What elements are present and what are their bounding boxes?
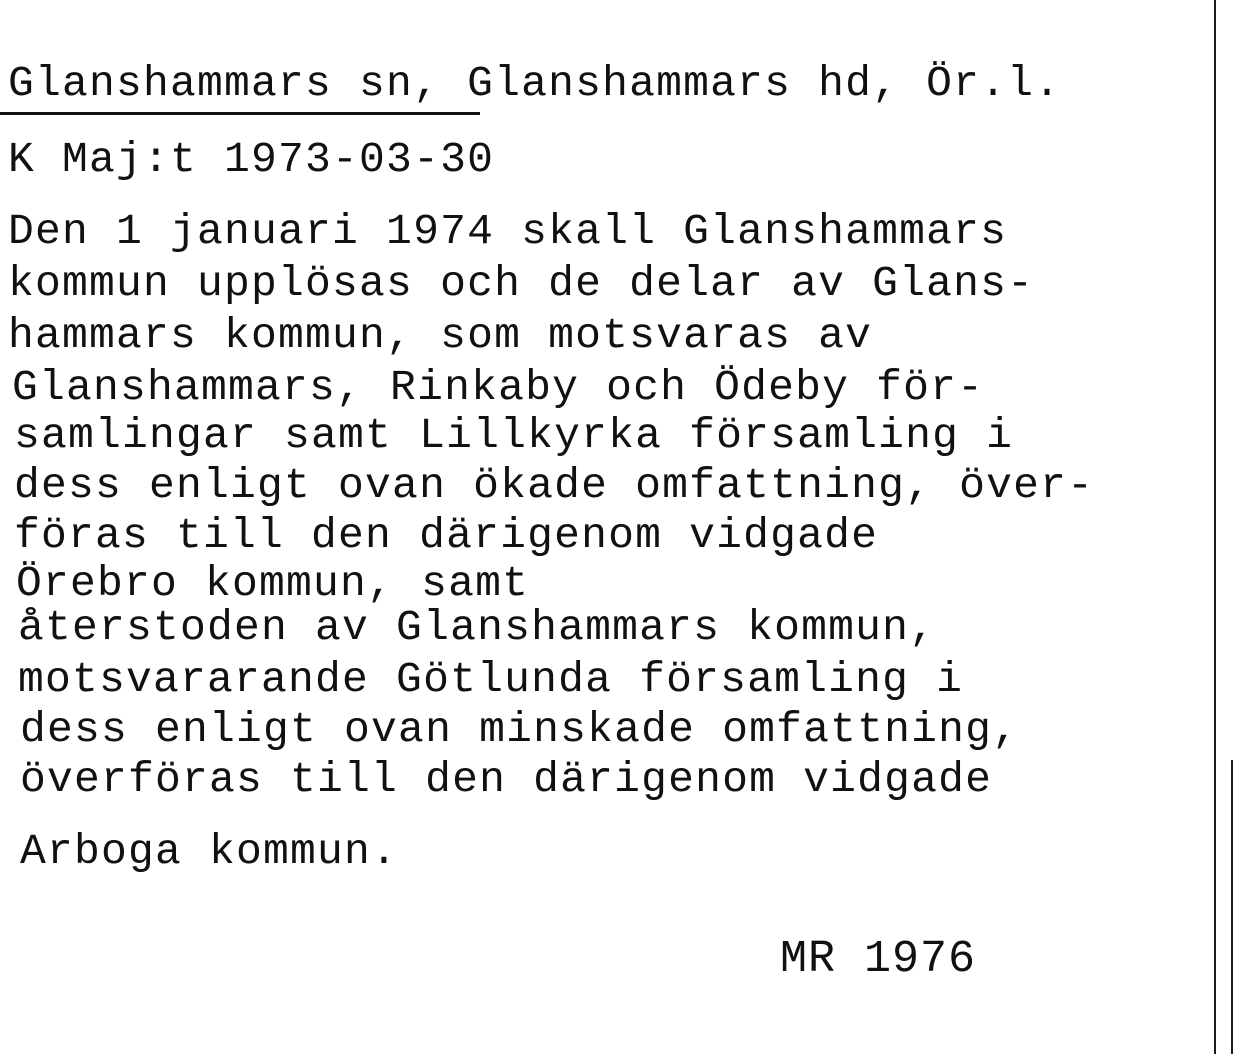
body-line: Örebro kommun, samt (16, 559, 530, 608)
card-edge-lower (1231, 760, 1233, 1054)
body-line: motsvararande Götlunda församling i (18, 655, 964, 704)
body-line: föras till den därigenom vidgade (14, 511, 879, 560)
decision-reference: K Maj:t 1973-03-30 (8, 135, 495, 184)
body-line: återstoden av Glanshammars kommun, (18, 603, 937, 652)
body-line: överföras till den därigenom vidgade (20, 755, 993, 804)
heading-underline (0, 112, 480, 115)
body-line: Glanshammars, Rinkaby och Ödeby för- (12, 363, 985, 412)
card-edge (1214, 0, 1216, 1054)
body-line: hammars kommun, som motsvaras av (8, 311, 873, 360)
signature-stamp: MR 1976 (780, 934, 977, 985)
body-line: samlingar samt Lillkyrka församling i (14, 411, 1014, 460)
body-line: dess enligt ovan minskade omfattning, (20, 705, 1020, 754)
card-heading: Glanshammars sn, Glanshammars hd, Ör.l. (8, 59, 1062, 108)
body-line: Arboga kommun. (20, 827, 399, 876)
body-line: Den 1 januari 1974 skall Glanshammars (8, 207, 1008, 256)
body-line: dess enligt ovan ökade omfattning, över- (14, 461, 1095, 510)
body-line: kommun upplösas och de delar av Glans- (8, 259, 1035, 308)
